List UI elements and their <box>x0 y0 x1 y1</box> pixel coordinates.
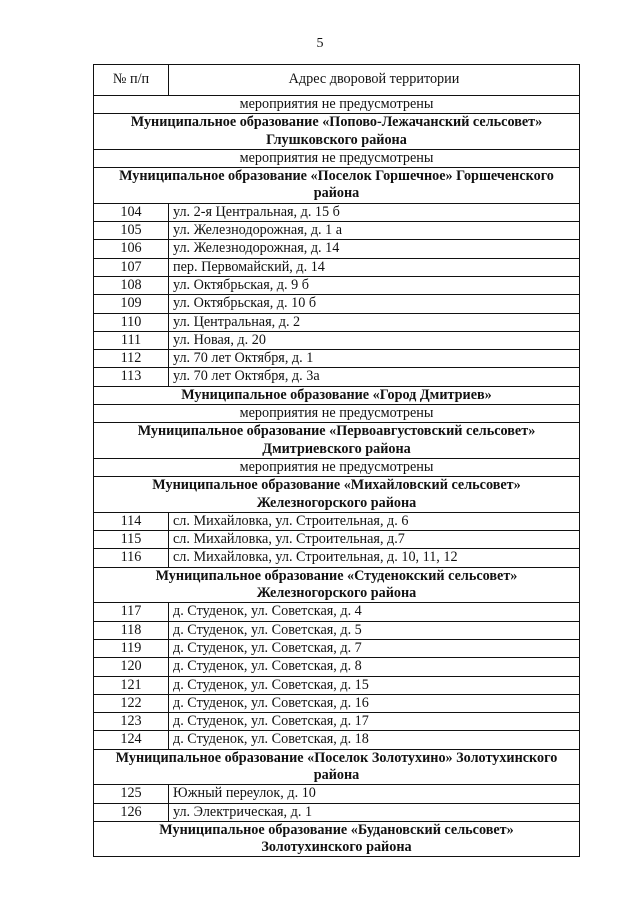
row-number-cell: 121 <box>94 676 169 694</box>
header-address-cell: Адрес дворовой территории <box>169 65 580 96</box>
row-number-cell: 110 <box>94 313 169 331</box>
row-address-cell: сл. Михайловка, ул. Строительная, д.7 <box>169 531 580 549</box>
address-row <box>94 658 580 676</box>
page-number: 5 <box>316 36 324 51</box>
row-address-cell: д. Студенок, ул. Советская, д. 5 <box>169 621 580 639</box>
note-cell: мероприятия не предусмотрены <box>94 96 580 114</box>
municipality-line: района <box>313 766 360 783</box>
address-row <box>94 713 580 731</box>
address-row <box>94 531 580 549</box>
row-address-cell: сл. Михайловка, ул. Строительная, д. 10, 11, 12 <box>169 549 580 567</box>
municipality-cell <box>94 168 580 204</box>
row-number-cell: 122 <box>94 694 169 712</box>
row-address-cell: сл. Михайловка, ул. Строительная, д. 6 <box>169 512 580 530</box>
address-row <box>94 803 580 821</box>
address-row <box>94 731 580 749</box>
row-address-cell: д. Студенок, ул. Советская, д. 4 <box>169 603 580 621</box>
municipality-cell <box>94 821 580 857</box>
row-number-cell: 119 <box>94 639 169 657</box>
row-number-cell: 105 <box>94 222 169 240</box>
header-num-cell: № п/п <box>94 65 169 96</box>
row-address-cell: ул. Октябрьская, д. 10 б <box>169 295 580 313</box>
row-address-cell: ул. Центральная, д. 2 <box>169 313 580 331</box>
row-address-cell: ул. 2-я Центральная, д. 15 б <box>169 203 580 221</box>
row-number-cell: 113 <box>94 368 169 386</box>
municipality-row <box>94 567 580 603</box>
municipality-line: Муниципальное образование «Поселок Золотухино» Золотухинского <box>115 749 558 766</box>
address-table-body <box>94 65 580 857</box>
row-address-cell: ул. 70 лет Октября, д. 3а <box>169 368 580 386</box>
row-address-cell: д. Студенок, ул. Советская, д. 8 <box>169 658 580 676</box>
municipality-row <box>94 114 580 150</box>
address-row <box>94 350 580 368</box>
municipality-cell <box>94 386 580 404</box>
address-row <box>94 203 580 221</box>
municipality-line: Золотухинского района <box>261 839 412 856</box>
address-row <box>94 639 580 657</box>
row-number-cell: 123 <box>94 713 169 731</box>
row-number-cell: 108 <box>94 276 169 294</box>
row-number-cell: 120 <box>94 658 169 676</box>
municipality-line: Дмитриевского района <box>262 440 411 457</box>
municipality-line: Муниципальное образование «Город Дмитриев» <box>181 386 492 403</box>
address-row <box>94 512 580 530</box>
municipality-cell <box>94 423 580 459</box>
row-number-cell: 114 <box>94 512 169 530</box>
address-row <box>94 276 580 294</box>
table-header-row <box>94 65 580 96</box>
address-row <box>94 368 580 386</box>
row-address-cell: д. Студенок, ул. Советская, д. 18 <box>169 731 580 749</box>
municipality-row <box>94 386 580 404</box>
municipality-row <box>94 821 580 857</box>
row-address-cell: Южный переулок, д. 10 <box>169 785 580 803</box>
municipality-row <box>94 168 580 204</box>
municipality-row <box>94 749 580 785</box>
row-address-cell: д. Студенок, ул. Советская, д. 7 <box>169 639 580 657</box>
address-row <box>94 313 580 331</box>
note-cell: мероприятия не предусмотрены <box>94 458 580 476</box>
row-address-cell: д. Студенок, ул. Советская, д. 16 <box>169 694 580 712</box>
row-number-cell: 109 <box>94 295 169 313</box>
address-row <box>94 549 580 567</box>
note-cell: мероприятия не предусмотрены <box>94 149 580 167</box>
note-row <box>94 149 580 167</box>
municipality-line: Муниципальное образование «Студенокский сельсовет» <box>155 567 518 584</box>
row-address-cell: ул. Октябрьская, д. 9 б <box>169 276 580 294</box>
municipality-line: Муниципальное образование «Попово-Лежачанский сельсовет» <box>130 114 543 131</box>
municipality-cell <box>94 114 580 150</box>
address-row <box>94 331 580 349</box>
municipality-cell <box>94 749 580 785</box>
row-address-cell: д. Студенок, ул. Советская, д. 15 <box>169 676 580 694</box>
note-cell: мероприятия не предусмотрены <box>94 405 580 423</box>
address-row <box>94 785 580 803</box>
row-number-cell: 116 <box>94 549 169 567</box>
municipality-row <box>94 477 580 513</box>
row-number-cell: 126 <box>94 803 169 821</box>
municipality-line: Муниципальное образование «Поселок Горшечное» Горшеченского <box>119 168 554 185</box>
address-row <box>94 694 580 712</box>
row-address-cell: пер. Первомайский, д. 14 <box>169 258 580 276</box>
row-address-cell: ул. Железнодорожная, д. 14 <box>169 240 580 258</box>
row-address-cell: ул. Электрическая, д. 1 <box>169 803 580 821</box>
row-number-cell: 107 <box>94 258 169 276</box>
row-number-cell: 125 <box>94 785 169 803</box>
municipality-row <box>94 423 580 459</box>
row-number-cell: 106 <box>94 240 169 258</box>
municipality-line: Муниципальное образование «Михайловский сельсовет» <box>152 477 521 494</box>
row-address-cell: ул. Железнодорожная, д. 1 а <box>169 222 580 240</box>
municipality-line: района <box>313 185 360 202</box>
address-row <box>94 258 580 276</box>
address-row <box>94 621 580 639</box>
row-address-cell: ул. 70 лет Октября, д. 1 <box>169 350 580 368</box>
address-table <box>93 64 580 857</box>
row-number-cell: 111 <box>94 331 169 349</box>
note-row <box>94 458 580 476</box>
municipality-line: Железногорского района <box>256 494 417 511</box>
address-row <box>94 240 580 258</box>
address-row <box>94 676 580 694</box>
row-number-cell: 104 <box>94 203 169 221</box>
municipality-line: Железногорского района <box>256 585 417 602</box>
municipality-cell <box>94 567 580 603</box>
row-number-cell: 112 <box>94 350 169 368</box>
address-row <box>94 222 580 240</box>
row-number-cell: 124 <box>94 731 169 749</box>
row-number-cell: 118 <box>94 621 169 639</box>
municipality-line: Муниципальное образование «Будановский сельсовет» <box>159 821 514 838</box>
municipality-cell <box>94 477 580 513</box>
municipality-line: Муниципальное образование «Первоавгустовский сельсовет» <box>137 423 536 440</box>
row-address-cell: д. Студенок, ул. Советская, д. 17 <box>169 713 580 731</box>
address-row <box>94 295 580 313</box>
note-row <box>94 96 580 114</box>
row-number-cell: 115 <box>94 531 169 549</box>
row-address-cell: ул. Новая, д. 20 <box>169 331 580 349</box>
address-row <box>94 603 580 621</box>
row-number-cell: 117 <box>94 603 169 621</box>
municipality-line: Глушковского района <box>266 131 407 148</box>
note-row <box>94 405 580 423</box>
